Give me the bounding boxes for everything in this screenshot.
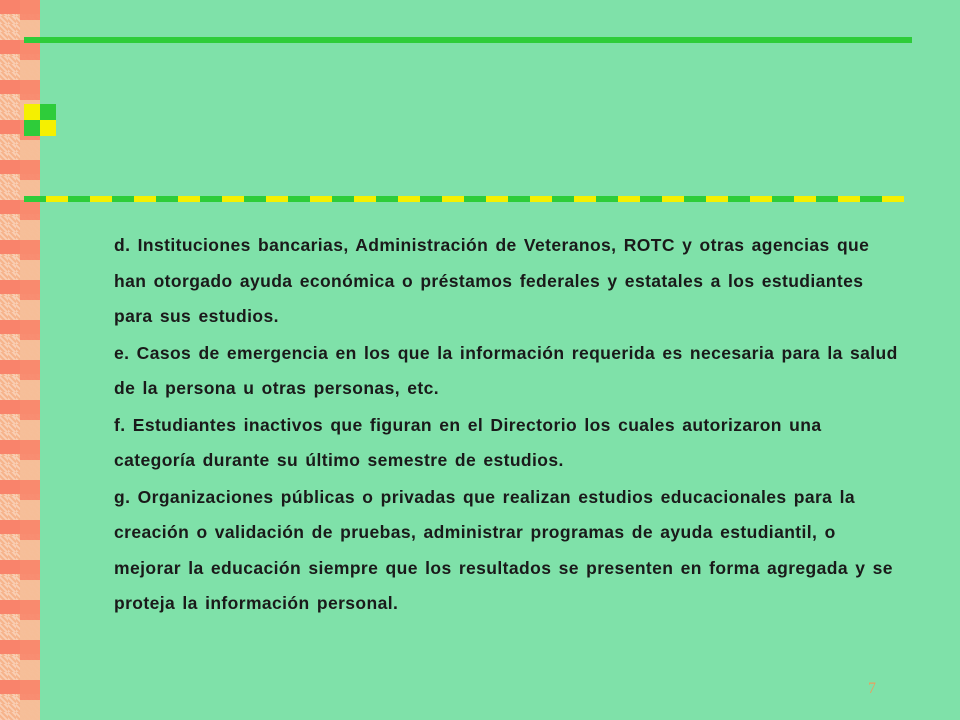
list-item-e: e. Casos de emergencia en los que la información requerida es necesaria para la salud de la persona u otras personas, etc.: [114, 342, 898, 398]
list-item-f: f. Estudiantes inactivos que figuran en el Directorio los cuales autorizaron una categoría durante su último semestre de estudios.: [114, 414, 822, 470]
list-item-d: d. Instituciones bancarias, Administración de Veteranos, ROTC y otras agencias que han otorgado ayuda económica o préstamos federales y estatales a los estudiantes para sus estudios.: [114, 235, 870, 326]
page-number: 7: [868, 680, 876, 697]
top-divider-line: [24, 37, 912, 43]
checker-cell: [24, 104, 40, 120]
checker-cell: [40, 104, 56, 120]
checker-cell: [24, 120, 40, 136]
slide-body: [114, 228, 904, 623]
checker-cell: [40, 120, 56, 136]
list-item-g: g. Organizaciones públicas o privadas que realizan estudios educacionales para la creación o validación de pruebas, administrar programas de ayuda estudiantil, o mejorar la educación siempre que los resultados se presenten en forma agregada y se proteja la información personal.: [114, 486, 893, 613]
dashed-divider-line: [24, 196, 904, 202]
checker-bullet-icon: [24, 104, 56, 136]
